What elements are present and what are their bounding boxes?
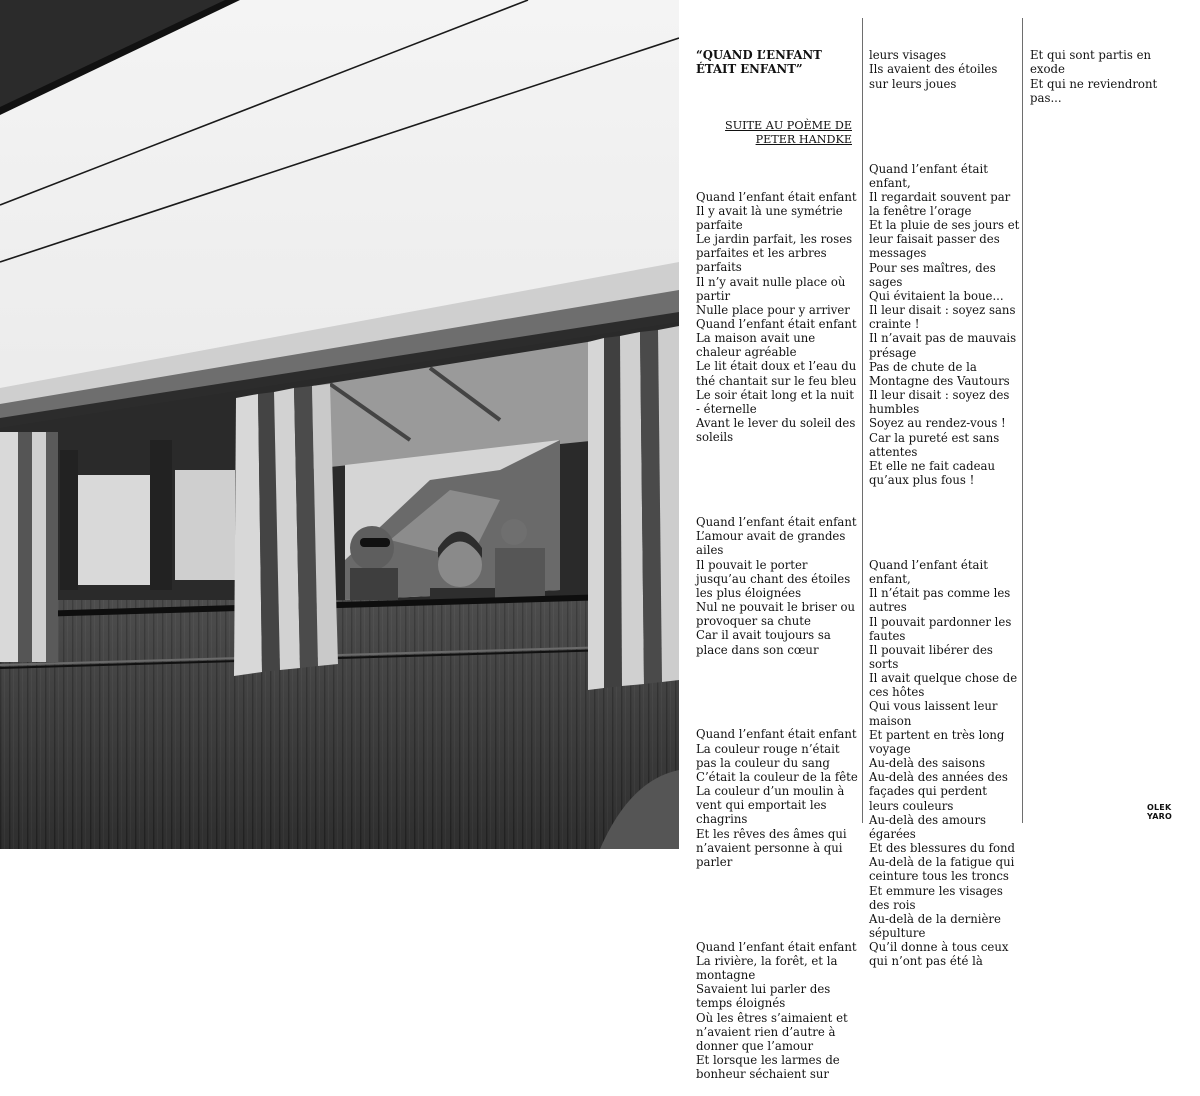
stanza: Quand l’enfant était enfant La rivière, la forêt, et la montagne Savaient lui parler des temps éloignés Où les êtres s’aimaient et n’avaient rien d’autre à donner que l’amour Et lorsque les larmes de bonheur séchaient sur [696,939,857,1082]
train-window-photo [0,0,679,849]
curtain-right [588,326,679,690]
stanza: Quand l’enfant était enfant L’amour avait de grandes ailes Il pouvait le porter jusqu’au chant des étoiles les plus éloignées Nul ne pouvait le briser ou provoquer sa chute Car il avait toujours sa place dans son cœur [696,515,857,657]
column-divider [1022,18,1023,823]
train-window-photo-icon [0,0,679,849]
poem-column-2 [869,20,1020,983]
poem-column-3 [1030,20,1180,119]
stanza: Et qui sont partis en exode Et qui ne reviendront pas... [1030,48,1158,105]
stanza: Quand l’enfant était enfant La couleur rouge n’était pas la couleur du sang C’était la couleur de la fête La couleur d’un moulin à vent qui emportait les chagrins Et les rêves des âmes qui n’avaient personne à qui parler [696,727,858,869]
author-signature: OLEK YARO [1147,803,1172,821]
poem-subtitle: SUITE AU POÈME DE PETER HANDKE [725,118,852,147]
column-divider [862,18,863,823]
stanza: Quand l’enfant était enfant, Il regardait souvent par la fenêtre l’orage Et la pluie de ses jours et leur faisait passer des messages Pour ses maîtres, des sages Qui évitaient la boue... Il leur disait : soyez sans crainte ! Il n’avait pas de mauvais présage Pas de chute de la Montagne des Vautours Il leur disait : soyez des humbles Soyez au rendez-vous ! Car la pureté est sans attentes Et elle ne fait cadeau qu’aux plus fous ! [869,161,1020,487]
poem-title: “QUAND L’ENFANT ÉTAIT ENFANT” [696,48,822,77]
stanza: Quand l’enfant était enfant, Il n’était pas comme les autres Il pouvait pardonner les fautes Il pouvait libérer des sorts Il avait quelque chose de ces hôtes Qui vous laissent leur maison Et partent en très long voyage Au-delà des saisons Au-delà des années des façades qui perdent leurs couleurs Au-delà des amours égarées Et des blessures du fond Au-delà de la fatigue qui ceinture tous les troncs Et emmure les visages des rois Au-delà de la dernière sépulture Qu’il donne à tous ceux qui n’ont pas été là [869,557,1018,969]
stanza: leurs visages Ils avaient des étoiles sur leurs joues [869,48,998,91]
curtain-left [0,432,58,662]
curtain-middle [234,384,338,676]
poem-column-1 [696,20,856,1096]
stanza: Quand l’enfant était enfant Il y avait là une symétrie parfaite Le jardin parfait, les roses parfaites et les arbres parfaits Il n’y avait nulle place où partir Nulle place pour y arriver Quand l’enfant était enfant La maison avait une chaleur agréable Le lit était doux et l’eau du thé chantait sur le feu bleu Le soir était long et la nuit - éternelle Avant le lever du soleil des soleils [696,189,857,445]
